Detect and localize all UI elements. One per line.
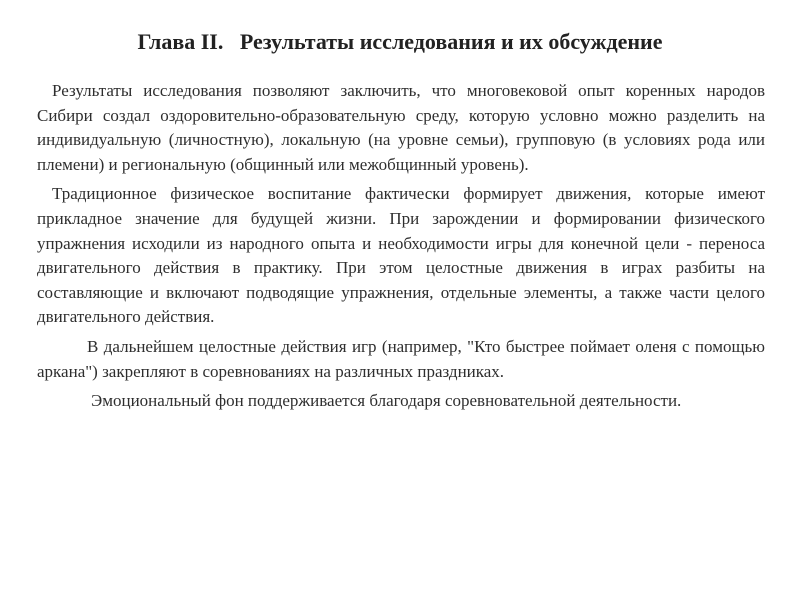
slide-title: Глава II. Результаты исследования и их обсуждение bbox=[137, 29, 663, 54]
slide-body bbox=[37, 79, 765, 419]
paragraph-traditional-education: Традиционное физическое воспитание фактически формирует движения, которые имеют прикладное значение для будущей жизни. При зарождении и формировании физического упражнения исходили из народного опыта и необходимости игры для конечной цели - переноса двигательного действия в практику. При этом целостные движения в играх разбиты на составляющие и включают подводящие упражнения, отдельные элементы, а также части целого двигательного действия. bbox=[37, 184, 765, 327]
paragraph-emotional-background: Эмоциональный фон поддерживается благодаря соревновательной деятельности. bbox=[91, 391, 682, 411]
paragraph-competitions: В дальнейшем целостные действия игр (например, "Кто быстрее поймает оленя с помощью аркана") закрепляют в соревнованиях на различных праздниках. bbox=[37, 336, 765, 381]
paragraph-results: Результаты исследования позволяют заключить, что многовековой опыт коренных народов Сибири создал оздоровительно-образовательную среду, которую условно можно разделить на индивидуальную (личностную), локальную (на уровне семьи), групповую (в условиях рода или племени) и региональную (общинный или межобщинный уровень). bbox=[37, 81, 765, 174]
